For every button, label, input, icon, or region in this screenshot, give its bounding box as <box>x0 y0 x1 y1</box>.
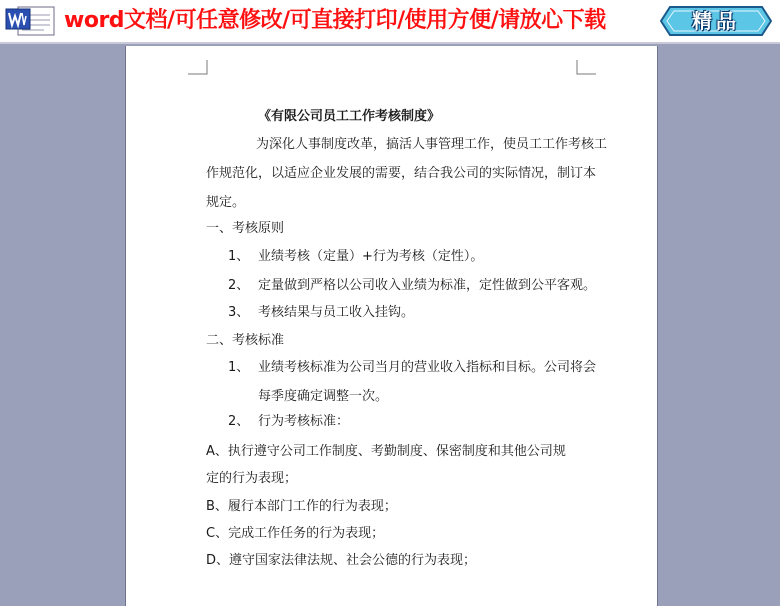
section1-item3-num: 3、 <box>228 305 250 320</box>
section1-item1-text: 业绩考核（定量）+行为考核（定性）。 <box>258 249 484 264</box>
word-document-icon <box>4 3 58 39</box>
margin-corner-top-left <box>188 60 208 76</box>
section1-item3-text: 考核结果与员工收入挂钩。 <box>258 305 415 320</box>
section1-item2-num: 2、 <box>228 278 250 293</box>
document-page <box>125 46 658 606</box>
intro-line-2: 作规范化，以适应企业发展的需要，结合我公司的实际情况，制订本 <box>206 166 597 181</box>
section2-heading: 二、考核标准 <box>206 333 285 348</box>
banner-title: word文档/可任意修改/可直接打印/使用方便/请放心下载 <box>64 8 606 33</box>
section2-item1-line2: 每季度确定调整一次。 <box>258 389 389 404</box>
document-title: 《有限公司员工工作考核制度》 <box>258 109 441 124</box>
margin-corner-top-right <box>576 60 596 76</box>
sub-a-line1: A、执行遵守公司工作制度、考勤制度、保密制度和其他公司规 <box>206 444 566 459</box>
promo-banner <box>0 0 780 44</box>
sub-c: C、完成工作任务的行为表现； <box>206 526 385 541</box>
section1-item2-text: 定量做到严格以公司收入业绩为标准，定性做到公平客观。 <box>258 278 597 293</box>
quality-badge <box>660 6 772 36</box>
sub-d: D、遵守国家法律法规、社会公德的行为表现； <box>206 553 477 568</box>
section2-item2-text: 行为考核标准： <box>258 414 350 429</box>
intro-line-1: 为深化人事制度改革，搞活人事管理工作，使员工工作考核工 <box>256 137 608 152</box>
sub-a-line2: 定的行为表现； <box>206 471 298 486</box>
sub-b: B、履行本部门工作的行为表现； <box>206 499 397 514</box>
intro-line-3: 规定。 <box>206 195 246 210</box>
section1-heading: 一、考核原则 <box>206 221 285 236</box>
section1-item1-num: 1、 <box>228 249 250 264</box>
section2-item1-line1: 业绩考核标准为公司当月的营业收入指标和目标。公司将会 <box>258 360 597 375</box>
section2-item1-num: 1、 <box>228 360 250 375</box>
badge-label: 精品 <box>692 9 740 33</box>
section2-item2-num: 2、 <box>228 414 250 429</box>
